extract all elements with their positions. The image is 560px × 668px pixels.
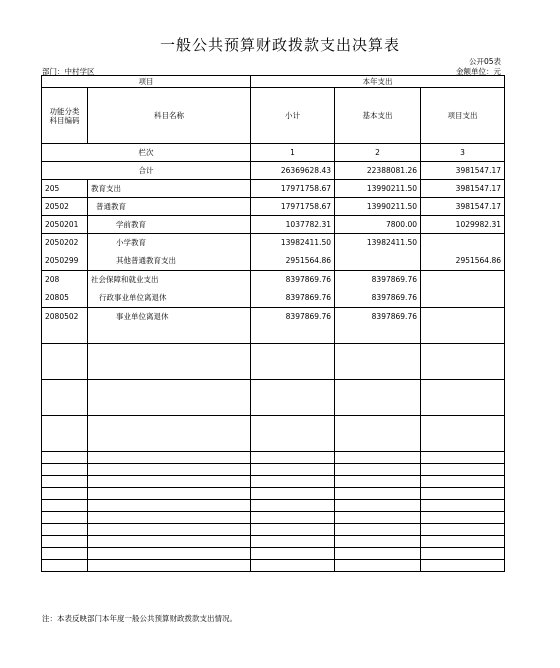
- row-basic: [338, 252, 417, 270]
- header-item: 项目: [42, 76, 251, 88]
- row-code: 208: [45, 275, 60, 284]
- blank-row: [42, 380, 505, 416]
- unit-label: 金额单位：元: [456, 67, 501, 76]
- header-func-code: 功能分类 科目编码: [42, 88, 88, 144]
- row-basic: 13990211.50: [335, 198, 421, 216]
- row-subtotal: 8397869.76: [285, 275, 331, 284]
- row-subtotal: 13982411.50: [280, 238, 331, 247]
- table-row-group: [42, 271, 505, 308]
- blank-row: [42, 536, 505, 548]
- table-row: [42, 308, 505, 344]
- row-name: 学前教育: [88, 216, 251, 234]
- row-code: 20502: [42, 198, 88, 216]
- row-basic: 7800.00: [335, 216, 421, 234]
- blank-row: [42, 476, 505, 488]
- table-row-group: [42, 234, 505, 271]
- row-basic: 13982411.50: [366, 238, 417, 247]
- row-code: 2080502: [42, 308, 88, 344]
- column-index-2: 2: [335, 144, 421, 162]
- header-this-year: 本年支出: [251, 76, 505, 88]
- row-project: [421, 308, 505, 344]
- column-index-1: 1: [251, 144, 335, 162]
- blank-row: [42, 512, 505, 524]
- row-name: 事业单位离退休: [88, 308, 251, 344]
- row-name: 教育支出: [88, 180, 251, 198]
- blank-row: [42, 560, 505, 572]
- blank-row: [42, 464, 505, 476]
- form-code: 公开05表: [468, 57, 501, 66]
- blank-row: [42, 416, 505, 452]
- column-index-3: 3: [421, 144, 505, 162]
- row-subtotal: 17971758.67: [251, 198, 335, 216]
- table-row: [42, 198, 505, 216]
- header-project: 项目支出: [421, 88, 505, 144]
- row-project: 3981547.17: [421, 180, 505, 198]
- row-subtotal: 2951564.86: [285, 256, 331, 265]
- row-code: 2050201: [42, 216, 88, 234]
- blank-row: [42, 488, 505, 500]
- row-code: 2050202: [45, 238, 79, 247]
- total-basic: 22388081.26: [335, 162, 421, 180]
- row-project: 3981547.17: [421, 198, 505, 216]
- total-project: 3981547.17: [421, 162, 505, 180]
- row-name: 普通教育: [88, 198, 251, 216]
- row-project: [424, 271, 501, 289]
- blank-row: [42, 344, 505, 380]
- header-basic: 基本支出: [335, 88, 421, 144]
- row-basic: 8397869.76: [335, 308, 421, 344]
- blank-row: [42, 452, 505, 464]
- row-name: 行政事业单位离退休: [99, 293, 167, 302]
- footnote: 注：本表反映部门本年度一般公共预算财政拨款支出情况。: [42, 614, 237, 623]
- row-subtotal: 8397869.76: [251, 308, 335, 344]
- header-subtotal: 小计: [251, 88, 335, 144]
- row-name: 其他普通教育支出: [116, 256, 176, 265]
- table-row: [42, 216, 505, 234]
- department-label: 部门：中村学区: [42, 67, 95, 76]
- row-project: 1029982.31: [421, 216, 505, 234]
- row-code: 20805: [45, 293, 69, 302]
- expenditure-table: [41, 75, 505, 572]
- row-name: 社会保障和就业支出: [91, 275, 159, 284]
- row-subtotal: 8397869.76: [285, 293, 331, 302]
- row-code: 2050299: [45, 256, 79, 265]
- table-row: [42, 180, 505, 198]
- row-project: [424, 234, 501, 252]
- row-project: [424, 289, 501, 307]
- row-name: 小学教育: [116, 238, 146, 247]
- row-code: 205: [42, 180, 88, 198]
- blank-row: [42, 548, 505, 560]
- row-basic: 13990211.50: [335, 180, 421, 198]
- blank-row: [42, 524, 505, 536]
- header-subject-name: 科目名称: [88, 88, 251, 144]
- row-subtotal: 1037782.31: [251, 216, 335, 234]
- row-project: 2951564.86: [455, 256, 502, 265]
- row-basic: 8397869.76: [371, 293, 417, 302]
- total-label: 合计: [42, 162, 251, 180]
- page-title: 一般公共预算财政拨款支出决算表: [159, 36, 400, 54]
- blank-row: [42, 500, 505, 512]
- column-index-label: 栏次: [42, 144, 251, 162]
- row-basic: 8397869.76: [371, 275, 417, 284]
- row-subtotal: 17971758.67: [251, 180, 335, 198]
- total-subtotal: 26369628.43: [251, 162, 335, 180]
